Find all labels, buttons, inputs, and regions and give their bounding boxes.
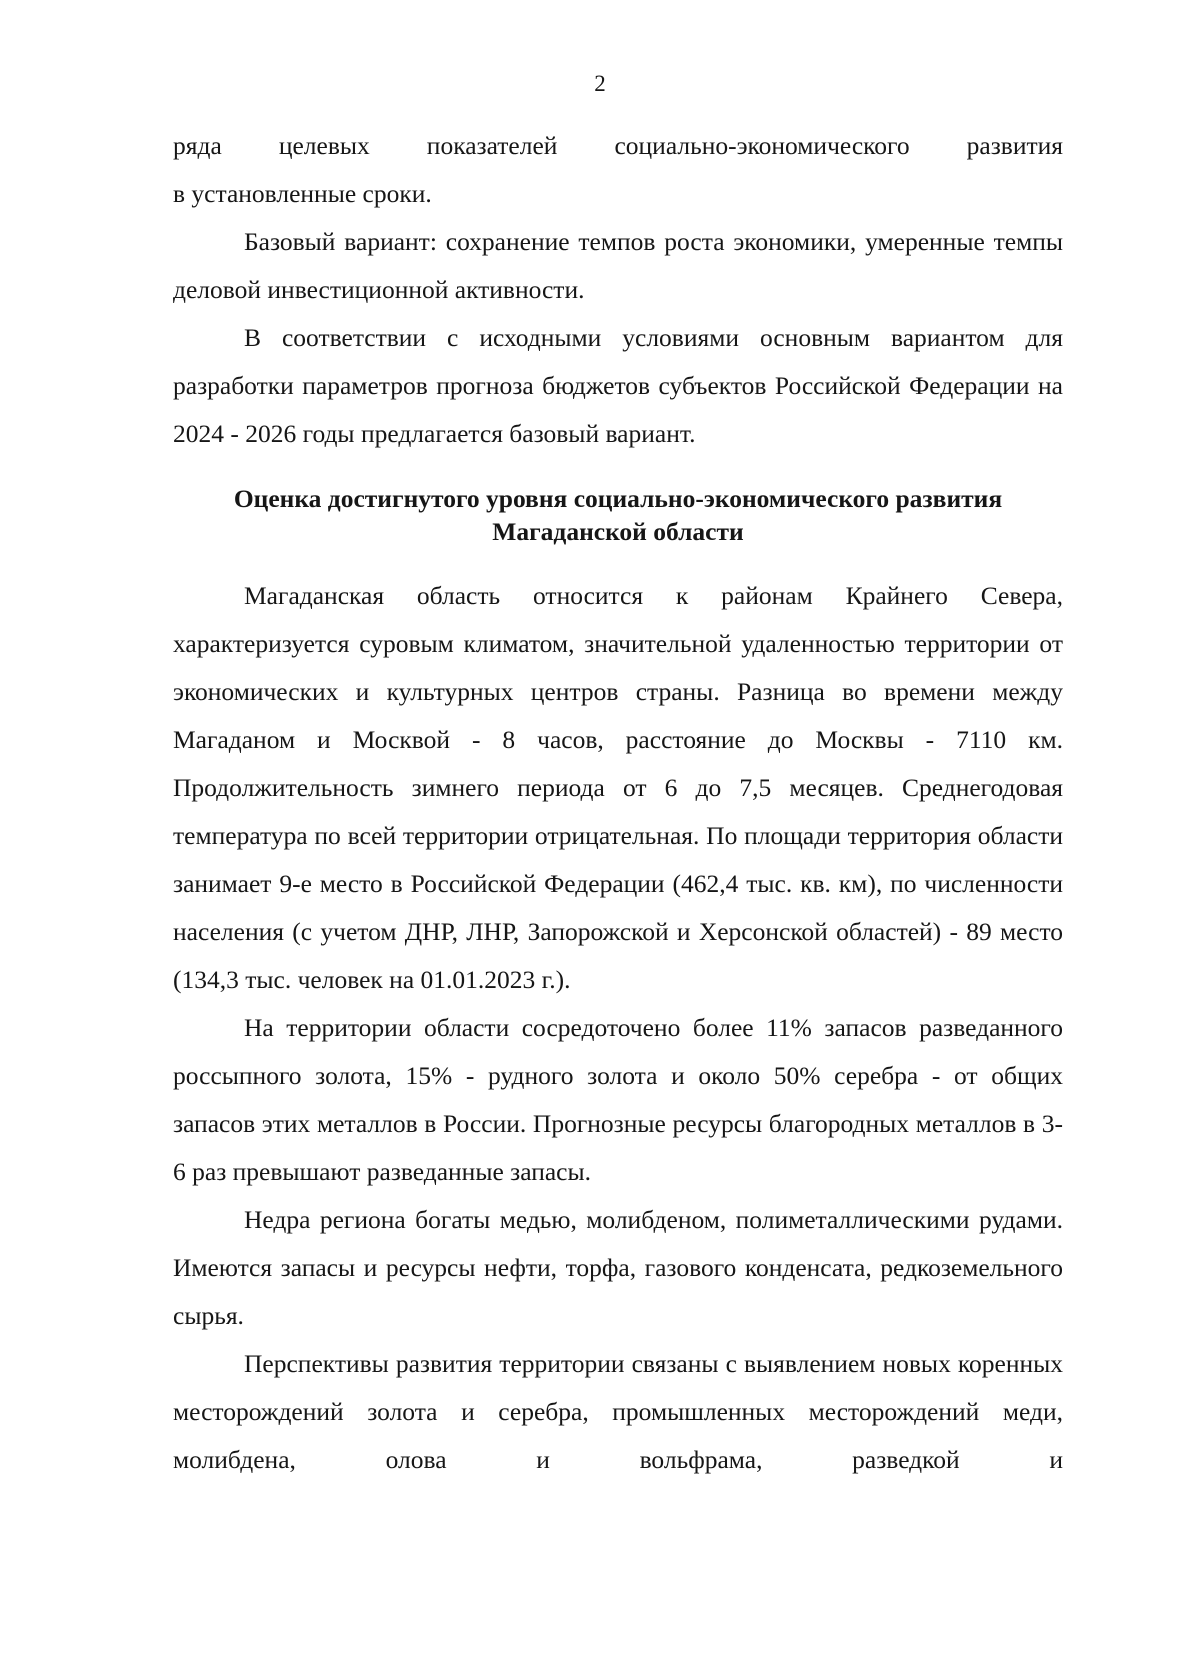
paragraph-region-description: Магаданская область относится к районам Крайнего Севера, характеризуется суровым климатом, значительной удаленностью территории от экономических и культурных центров страны. Разница во времени между Магаданом и Москвой - 8 часов, расстояние до Москвы - 7110 км. Продолжительность зимнего периода от 6 до 7,5 месяцев. Среднегодовая температура по всей территории отрицательная. По площади территория области занимает 9-е место в Российской Федерации (462,4 тыс. кв. км), по численности населения (с учетом ДНР, ЛНР, Запорожской и Херсонской областей) - 89 место (134,3 тыс. человек на 01.01.2023 г.). [173,581,1063,994]
section-heading-line-1: Оценка достигнутого уровня социально-экономического развития [233,484,1003,513]
section-heading-line-2: Магаданской области [492,517,744,546]
document-body [173,122,1063,1484]
paragraph-continuation-end: в установленные сроки. [173,179,432,208]
page-number: 2 [594,71,606,96]
paragraph-base-variant: Базовый вариант: сохранение темпов роста экономики, умеренные темпы деловой инвестиционной активности. [173,227,1063,304]
paragraph-development-prospects: Перспективы развития территории связаны с выявлением новых коренных месторождений золота и серебра, промышленных месторождений меди, молибдена, олова и вольфрама, разведкой и [173,1349,1063,1474]
paragraph-continuation-line: ряда целевых показателей социально-экономического развития [173,131,1063,160]
paragraph-mineral-resources: Недра региона богаты медью, молибденом, полиметаллическими рудами. Имеются запасы и ресурсы нефти, торфа, газового конденсата, редкоземельного сырья. [173,1205,1063,1330]
paragraph-gold-reserves: На территории области сосредоточено более 11% запасов разведанного россыпного золота, 15% - рудного золота и около 50% серебра - от общих запасов этих металлов в России. Прогнозные ресурсы благородных металлов в 3-6 раз превышают разведанные запасы. [173,1013,1063,1186]
section-heading [173,482,1063,548]
paragraph-main-variant: В соответствии с исходными условиями основным вариантом для разработки параметров прогноза бюджетов субъектов Российской Федерации на 2024 - 2026 годы предлагается базовый вариант. [173,323,1063,448]
